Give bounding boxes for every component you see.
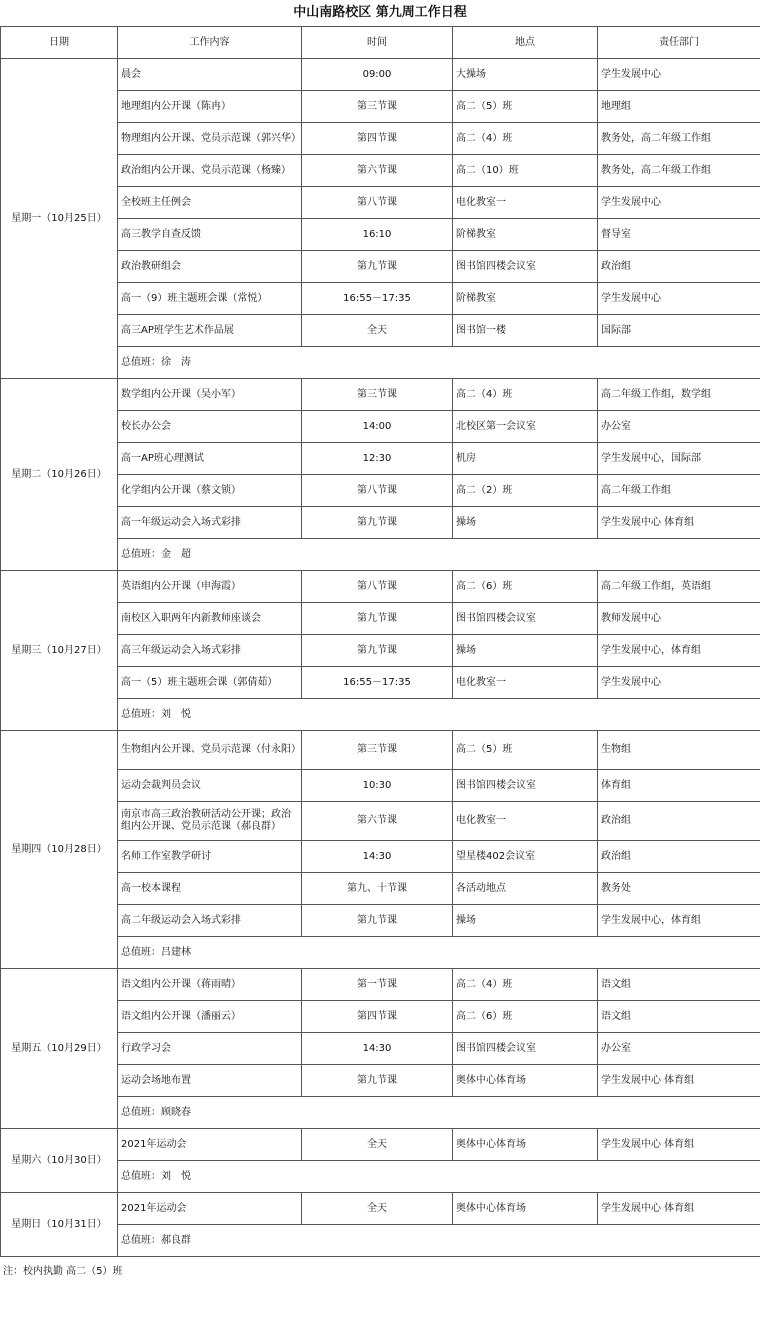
task-cell: 南校区入职两年内新教师座谈会 [118,603,302,635]
task-cell: 语文组内公开课（潘丽云） [118,1001,302,1033]
task-cell: 生物组内公开课、党员示范课（付永阳） [118,731,302,770]
time-cell: 第八节课 [302,187,453,219]
place-cell: 图书馆四楼会议室 [453,770,598,802]
duty-officer: 总值班：吕建林 [118,937,760,969]
time-cell: 第三节课 [302,379,453,411]
dept-cell: 政治组 [598,841,760,873]
dept-cell: 办公室 [598,1033,760,1065]
time-cell: 第四节课 [302,1001,453,1033]
schedule-table [0,26,760,1257]
place-cell: 各活动地点 [453,873,598,905]
header-date: 日期 [1,27,118,59]
place-cell: 高二（4）班 [453,969,598,1001]
dept-cell: 教务处，高二年级工作组 [598,123,760,155]
duty-officer: 总值班：刘 悦 [118,1161,760,1193]
dept-cell: 高二年级工作组 [598,475,760,507]
day-date: 星期二（10月26日） [1,379,118,571]
day-date: 星期日（10月31日） [1,1193,118,1257]
time-cell: 第九节课 [302,603,453,635]
header-dept: 责任部门 [598,27,760,59]
time-cell: 10:30 [302,770,453,802]
place-cell: 图书馆四楼会议室 [453,251,598,283]
place-cell: 奥体中心体育场 [453,1065,598,1097]
dept-cell: 高二年级工作组，数学组 [598,379,760,411]
dept-cell: 政治组 [598,251,760,283]
dept-cell: 生物组 [598,731,760,770]
task-cell: 行政学习会 [118,1033,302,1065]
place-cell: 机房 [453,443,598,475]
task-cell: 高一年级运动会入场式彩排 [118,507,302,539]
duty-officer: 总值班：郝良群 [118,1225,760,1257]
time-cell: 第三节课 [302,731,453,770]
task-cell: 全校班主任例会 [118,187,302,219]
task-cell: 高一（9）班主题班会课（常悦） [118,283,302,315]
task-cell: 高一AP班心理测试 [118,443,302,475]
schedule-row [1,969,760,1001]
time-cell: 第九节课 [302,635,453,667]
time-cell: 第九、十节课 [302,873,453,905]
dept-cell: 学生发展中心 体育组 [598,1193,760,1225]
task-cell: 2021年运动会 [118,1129,302,1161]
task-cell: 政治教研组会 [118,251,302,283]
day-date: 星期五（10月29日） [1,969,118,1129]
place-cell: 高二（4）班 [453,123,598,155]
place-cell: 电化教室一 [453,802,598,841]
time-cell: 16:10 [302,219,453,251]
task-cell: 南京市高三政治教研活动公开课；政治组内公开课、党员示范课（郝良群） [118,802,302,841]
task-cell: 校长办公会 [118,411,302,443]
task-cell: 2021年运动会 [118,1193,302,1225]
time-cell: 全天 [302,1129,453,1161]
time-cell: 全天 [302,1193,453,1225]
place-cell: 奥体中心体育场 [453,1193,598,1225]
dept-cell: 高二年级工作组，英语组 [598,571,760,603]
page-title: 中山南路校区 第九周工作日程 [293,5,467,20]
header-place: 地点 [453,27,598,59]
schedule-row [1,1193,760,1225]
time-cell: 16:55－17:35 [302,667,453,699]
dept-cell: 体育组 [598,770,760,802]
task-cell: 地理组内公开课（陈冉） [118,91,302,123]
time-cell: 09:00 [302,59,453,91]
dept-cell: 教务处，高二年级工作组 [598,155,760,187]
time-cell: 第九节课 [302,905,453,937]
schedule-row [1,571,760,603]
task-cell: 高二年级运动会入场式彩排 [118,905,302,937]
task-cell: 晨会 [118,59,302,91]
place-cell: 高二（2）班 [453,475,598,507]
place-cell: 高二（6）班 [453,571,598,603]
place-cell: 奥体中心体育场 [453,1129,598,1161]
place-cell: 电化教室一 [453,187,598,219]
schedule-row [1,59,760,91]
task-cell: 运动会裁判员会议 [118,770,302,802]
schedule-row [1,379,760,411]
time-cell: 第六节课 [302,155,453,187]
time-cell: 第八节课 [302,571,453,603]
schedule-row [1,731,760,770]
time-cell: 12:30 [302,443,453,475]
time-cell: 14:00 [302,411,453,443]
task-cell: 名师工作室教学研讨 [118,841,302,873]
footer-note: 注：校内执勤 高二（5）班 [3,1266,123,1277]
place-cell: 操场 [453,905,598,937]
dept-cell: 国际部 [598,315,760,347]
day-date: 星期三（10月27日） [1,571,118,731]
day-date: 星期四（10月28日） [1,731,118,969]
dept-cell: 学生发展中心 [598,667,760,699]
task-cell: 政治组内公开课、党员示范课（杨臻） [118,155,302,187]
place-cell: 图书馆四楼会议室 [453,1033,598,1065]
time-cell: 14:30 [302,1033,453,1065]
day-date: 星期一（10月25日） [1,59,118,379]
dept-cell: 学生发展中心 [598,283,760,315]
dept-cell: 学生发展中心，国际部 [598,443,760,475]
dept-cell: 办公室 [598,411,760,443]
task-cell: 物理组内公开课、党员示范课（郭兴华） [118,123,302,155]
dept-cell: 学生发展中心，体育组 [598,905,760,937]
place-cell: 高二（5）班 [453,91,598,123]
header-time: 时间 [302,27,453,59]
task-cell: 高三AP班学生艺术作品展 [118,315,302,347]
place-cell: 大操场 [453,59,598,91]
dept-cell: 政治组 [598,802,760,841]
place-cell: 阶梯教室 [453,219,598,251]
place-cell: 高二（10）班 [453,155,598,187]
dept-cell: 学生发展中心 体育组 [598,1065,760,1097]
task-cell: 高一（5）班主题班会课（郭倩茹） [118,667,302,699]
dept-cell: 督导室 [598,219,760,251]
time-cell: 第八节课 [302,475,453,507]
time-cell: 第九节课 [302,1065,453,1097]
dept-cell: 学生发展中心 [598,187,760,219]
task-cell: 高三教学自查反馈 [118,219,302,251]
time-cell: 16:55－17:35 [302,283,453,315]
place-cell: 操场 [453,507,598,539]
dept-cell: 学生发展中心 体育组 [598,507,760,539]
dept-cell: 学生发展中心，体育组 [598,635,760,667]
duty-officer: 总值班：刘 悦 [118,699,760,731]
dept-cell: 学生发展中心 体育组 [598,1129,760,1161]
place-cell: 高二（5）班 [453,731,598,770]
time-cell: 第四节课 [302,123,453,155]
task-cell: 高一校本课程 [118,873,302,905]
dept-cell: 语文组 [598,969,760,1001]
schedule-row [1,1129,760,1161]
duty-officer: 总值班：金 超 [118,539,760,571]
task-cell: 运动会场地布置 [118,1065,302,1097]
place-cell: 图书馆一楼 [453,315,598,347]
time-cell: 第三节课 [302,91,453,123]
place-cell: 高二（6）班 [453,1001,598,1033]
task-cell: 高三年级运动会入场式彩排 [118,635,302,667]
time-cell: 第九节课 [302,251,453,283]
task-cell: 数学组内公开课（吴小军） [118,379,302,411]
task-cell: 化学组内公开课（蔡文锁） [118,475,302,507]
dept-cell: 语文组 [598,1001,760,1033]
task-cell: 英语组内公开课（申海霞） [118,571,302,603]
duty-officer: 总值班：徐 涛 [118,347,760,379]
place-cell: 图书馆四楼会议室 [453,603,598,635]
task-cell: 语文组内公开课（蒋雨晴） [118,969,302,1001]
place-cell: 操场 [453,635,598,667]
time-cell: 14:30 [302,841,453,873]
place-cell: 阶梯教室 [453,283,598,315]
day-date: 星期六（10月30日） [1,1129,118,1193]
time-cell: 第一节课 [302,969,453,1001]
duty-officer: 总值班：顾晓春 [118,1097,760,1129]
time-cell: 第六节课 [302,802,453,841]
header-row [1,27,760,59]
place-cell: 高二（4）班 [453,379,598,411]
dept-cell: 地理组 [598,91,760,123]
header-task: 工作内容 [118,27,302,59]
place-cell: 电化教室一 [453,667,598,699]
schedule-body [1,59,760,1257]
place-cell: 北校区第一会议室 [453,411,598,443]
dept-cell: 教务处 [598,873,760,905]
dept-cell: 教师发展中心 [598,603,760,635]
place-cell: 望星楼402会议室 [453,841,598,873]
time-cell: 第九节课 [302,507,453,539]
dept-cell: 学生发展中心 [598,59,760,91]
time-cell: 全天 [302,315,453,347]
